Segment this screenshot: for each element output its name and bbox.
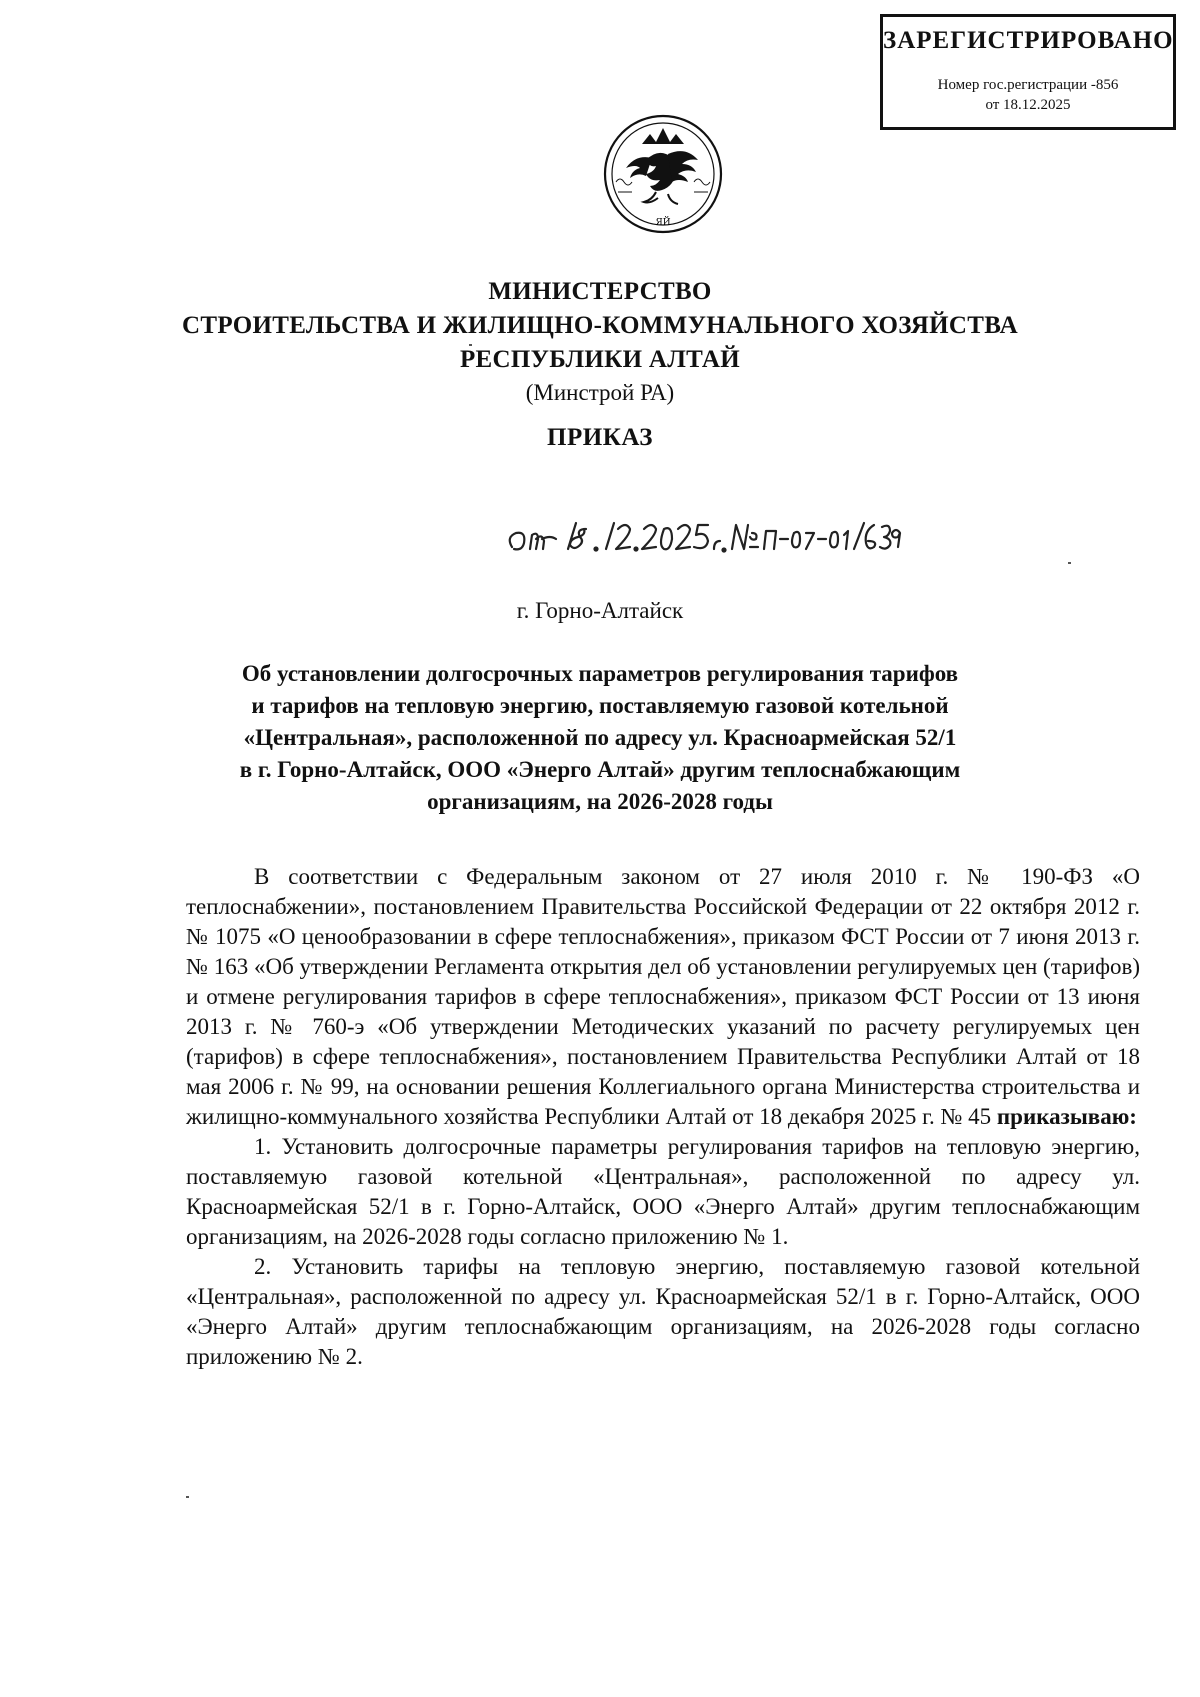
scan-speck (186, 1496, 189, 1498)
preamble-paragraph (186, 862, 1140, 1132)
ministry-name-line-3: РЕСПУБЛИКИ АЛТАЙ (459, 346, 740, 373)
registration-stamp (880, 14, 1176, 130)
order-title: ПРИКАЗ (547, 424, 653, 451)
subject-line-4: в г. Горно-Алтайск, ООО «Энерго Алтай» другим теплоснабжающим (239, 757, 961, 782)
coat-of-arms-altai-icon (602, 112, 724, 237)
subject-line-2: и тарифов на тепловую энергию, поставляемую газовой котельной (251, 693, 949, 718)
handwritten-date-number (502, 505, 902, 565)
order-item-1: 1. Установить долгосрочные параметры регулирования тарифов на тепловую энергию, поставляемую газовой котельной «Центральная», расположенной по адресу ул. Красноармейская 52/1 в г. Горно-Алтайск, ООО «Энерго Алтай» другим теплоснабжающим организациям, на 2026-2028 годы согласно приложению № 1. (186, 1134, 1140, 1249)
order-body (186, 862, 1140, 1372)
order-item-2: 2. Установить тарифы на тепловую энергию, поставляемую газовой котельной «Центральная», расположенной по адресу ул. Красноармейская 52/1 в г. Горно-Алтайск, ООО «Энерго Алтай» другим теплоснабжающим организациям, на 2026-2028 годы согласно приложению № 2. (186, 1254, 1140, 1369)
registration-number: Номер гос.регистрации -856 (937, 77, 1119, 93)
ministry-header (0, 275, 1200, 409)
registration-stamp-title: ЗАРЕГИСТРИРОВАНО (883, 27, 1174, 54)
ministry-name-line-1: МИНИСТЕРСТВО (488, 278, 712, 305)
subject-line-5: организациям, на 2026-2028 годы (427, 789, 773, 814)
emblem-text: ЯЙ (655, 218, 671, 228)
city-name: г. Горно-Алтайск (516, 598, 684, 623)
subject-line-1: Об установлении долгосрочных параметров регулирования тарифов (241, 661, 959, 686)
scan-speck (469, 344, 472, 346)
directive-word: приказываю: (996, 1104, 1137, 1129)
order-subject (180, 658, 1020, 818)
ministry-abbreviation: (Минстрой РА) (525, 380, 675, 405)
scan-speck (1068, 562, 1071, 564)
registration-date: от 18.12.2025 (985, 97, 1071, 113)
ministry-name-line-2: СТРОИТЕЛЬСТВА И ЖИЛИЩНО-КОММУНАЛЬНОГО ХОЗЯЙСТВА (181, 312, 1018, 339)
preamble-text: В соответствии с Федеральным законом от 27 июля 2010 г. № 190-ФЗ «О теплоснабжении», постановлением Правительства Российской Федерации от 22 октября 2012 г. № 1075 «О ценообразовании в сфере теплоснабжения», приказом ФСТ России от 7 июня 2013 г. № 163 «Об утверждении Регламента открытия дел об установлении регулируемых цен (тарифов) и отмене регулирования тарифов в сфере теплоснабжения», приказом ФСТ России от 13 июня 2013 г. № 760-э «Об утверждении Методических указаний по расчету регулируемых цен (тарифов) в сфере теплоснабжения», постановлением Правительства Республики Алтай от 18 мая 2006 г. № 99, на основании решения Коллегиального органа Министерства строительства и жилищно-коммунального хозяйства Республики Алтай от 18 декабря 2025 г. № 45 (186, 864, 1140, 1129)
subject-line-3: «Центральная», расположенной по адресу ул. Красноармейская 52/1 (243, 725, 957, 750)
